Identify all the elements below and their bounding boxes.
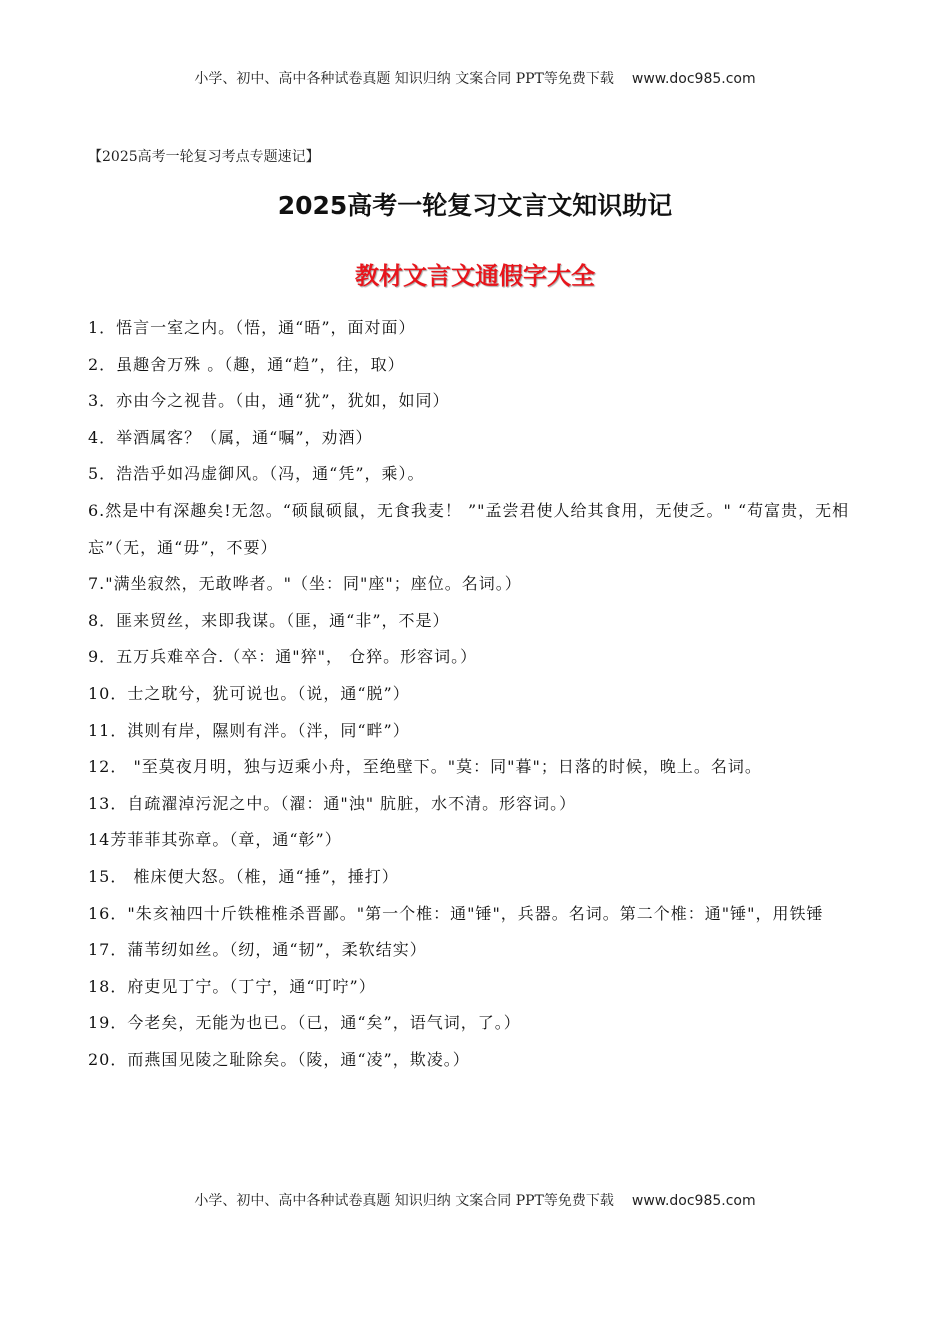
- list-item: 12． "至莫夜月明，独与迈乘小舟，至绝壁下。"莫：同"暮"；日落的时候，晚上。名词。: [88, 757, 762, 777]
- list-item: 14芳菲菲其弥章。（章，通“彰”）: [88, 830, 342, 850]
- footer-text: 小学、初中、高中各种试卷真题 知识归纳 文案合同 PPT等免费下载: [194, 1193, 614, 1209]
- page-title: 2025高考一轮复习文言文知识助记: [277, 191, 673, 220]
- header-site-link[interactable]: www.doc985.com: [631, 71, 756, 87]
- topic-tag: 【2025高考一轮复习考点专题速记】: [88, 149, 320, 165]
- list-item: 10．士之耽兮，犹可说也。（说，通“脱”）: [88, 683, 410, 703]
- list-item: 6.然是中有深趣矣!无忽。“硕鼠硕鼠，无食我麦！ ”"孟尝君使人给其食用，无使乏。" “苟富贵，无相忘”（无，通“毋”，不要）: [88, 500, 850, 557]
- list-item: 17．蒲苇纫如丝。（纫，通“韧”，柔软结实）: [88, 940, 427, 960]
- list-item: 16．"朱亥袖四十斤铁椎椎杀晋鄙。"第一个椎：通"锤"，兵器。名词。第二个椎：通"锤"，用铁锤: [88, 903, 824, 923]
- list-item: 18．府吏见丁宁。（丁宁，通“叮咛”）: [88, 976, 376, 996]
- list-item: 13．自疏濯淖污泥之中。（濯：通"浊" 肮脏，水不清。形容词。）: [88, 793, 577, 813]
- footer-site-link[interactable]: www.doc985.com: [631, 1193, 756, 1209]
- list-item: 3．亦由今之视昔。（由，通“犹”，犹如，如同）: [88, 391, 450, 411]
- list-item: 7."满坐寂然，无敢哗者。"（坐：同"座"；座位。名词。）: [88, 574, 522, 594]
- header-text: 小学、初中、高中各种试卷真题 知识归纳 文案合同 PPT等免费下载: [194, 71, 614, 87]
- entry-list: [88, 310, 852, 1078]
- list-item: 15． 椎床便大怒。（椎，通“捶”，捶打）: [88, 866, 399, 886]
- list-item: 1．悟言一室之内。（悟，通“晤”，面对面）: [88, 318, 416, 337]
- list-item: 5．浩浩乎如冯虚御风。（冯，通“凭”，乘）。: [88, 464, 425, 484]
- list-item: 4．举酒属客？（属，通“嘱”，劝酒）: [88, 427, 373, 447]
- list-item: 2．虽趣舍万殊 。（趣，通“趋”，往，取）: [88, 354, 405, 374]
- list-item: 20．而燕国见陵之耻除矣。（陵，通“凌”，欺凌。）: [88, 1049, 470, 1069]
- list-item: 8．匪来贸丝，来即我谋。（匪，通“非”，不是）: [88, 610, 450, 630]
- page-header: [0, 68, 950, 88]
- list-item: 19．今老矣，无能为也已。（已，通“矣”，语气词，了。）: [88, 1013, 521, 1033]
- list-item: 11．淇则有岸，隰则有泮。（泮，同“畔”）: [88, 720, 410, 740]
- page-subtitle: 教材文言文通假字大全: [355, 262, 595, 290]
- page-footer: [0, 1190, 950, 1210]
- list-item: 9．五万兵难卒合.（卒：通"猝"， 仓猝。形容词。）: [88, 647, 478, 667]
